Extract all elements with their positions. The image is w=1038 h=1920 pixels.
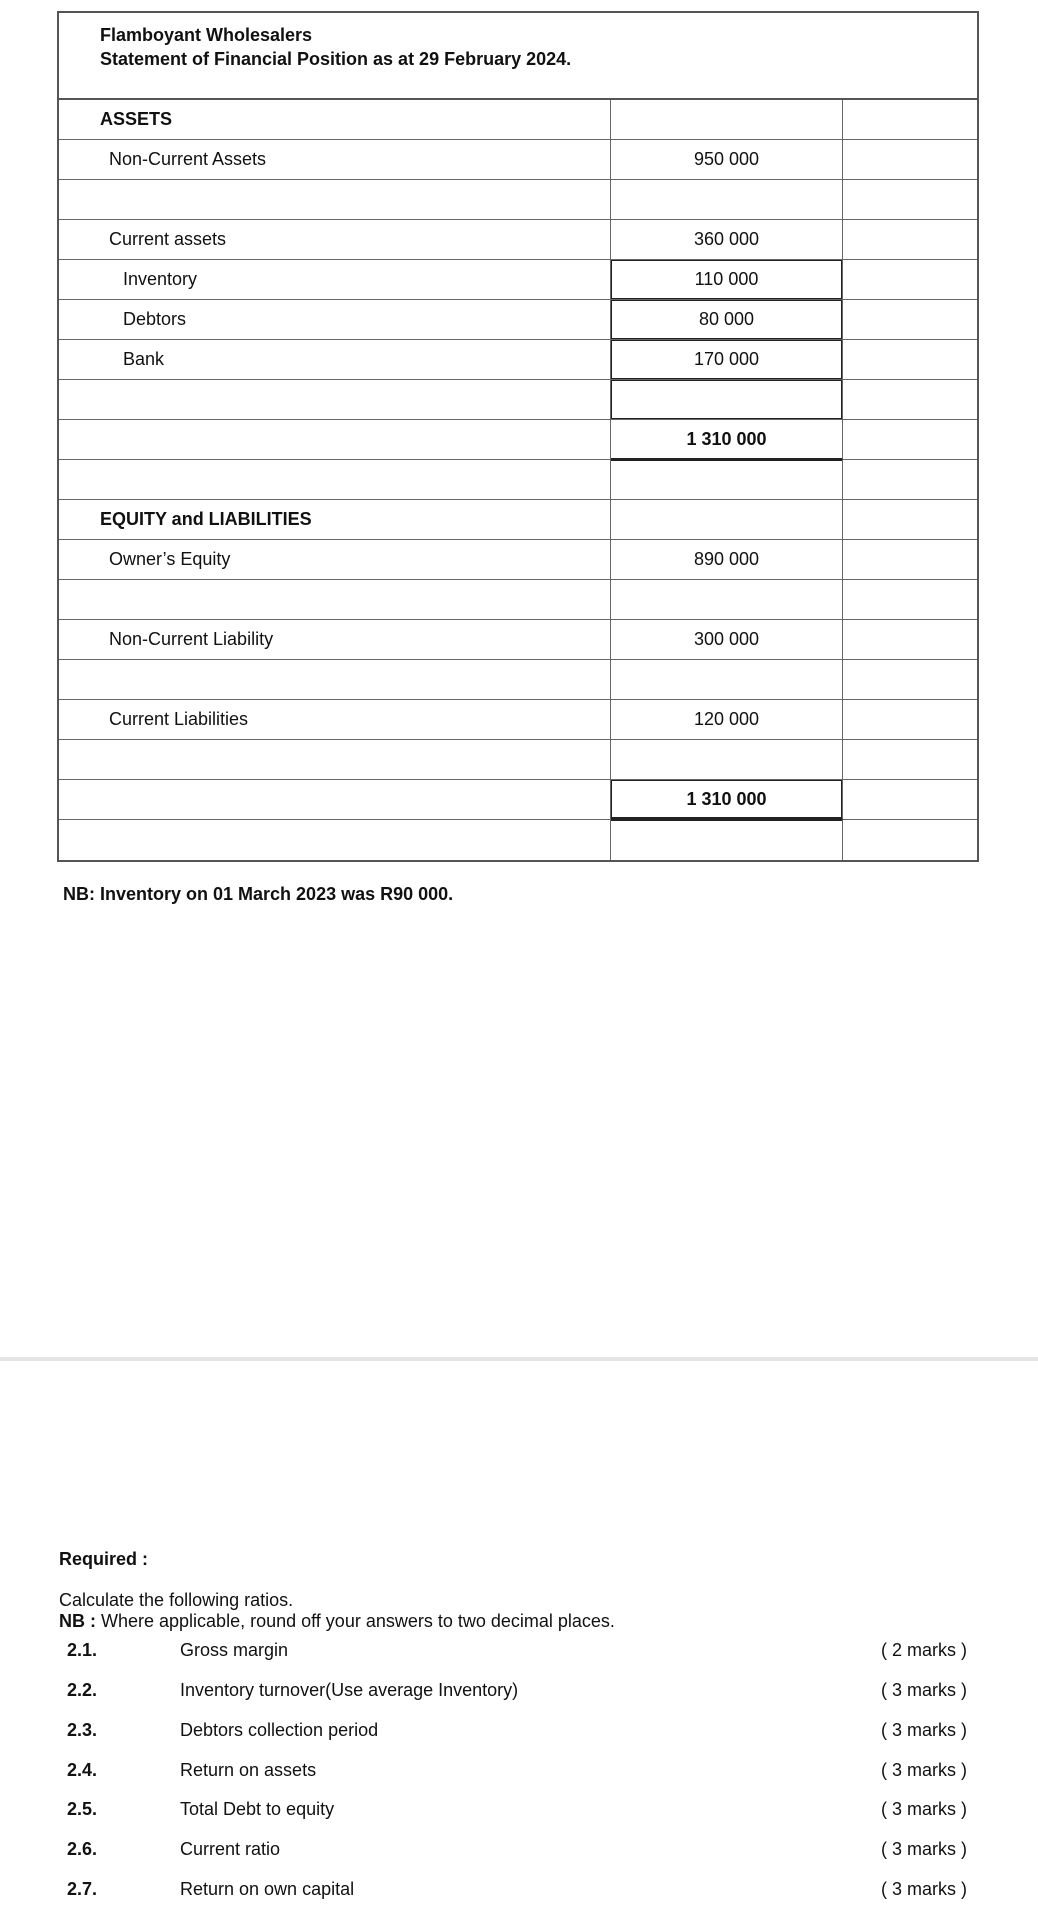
table-row: [59, 460, 977, 500]
row-value: 170 000: [611, 340, 843, 379]
company-name: Flamboyant Wholesalers: [100, 25, 313, 45]
row-label: [59, 820, 611, 860]
item-name: Inventory turnover(Use average Inventory): [180, 1680, 519, 1700]
row-value: [611, 460, 843, 499]
list-item: [0, 1680, 1038, 1708]
item-marks: ( 3 marks ): [880, 1839, 967, 1859]
statement-title: Statement of Financial Position as at 29 February 2024.: [100, 49, 572, 69]
table-row: [59, 620, 977, 660]
table-row: [59, 660, 977, 700]
row-label: [59, 660, 611, 699]
row-value: 950 000: [611, 140, 843, 179]
row-label: Bank: [59, 340, 611, 379]
table-row: [59, 740, 977, 780]
row-label: Current assets: [59, 220, 611, 259]
item-name: Debtors collection period: [180, 1720, 379, 1740]
total-equity-liabilities-value: 1 310 000: [611, 780, 843, 821]
list-item: [0, 1760, 1038, 1788]
item-number: 2.2.: [67, 1680, 98, 1700]
row-value: 110 000: [611, 260, 843, 299]
nb-text: Where applicable, round off your answers to two decimal places.: [96, 1611, 615, 1631]
table-row: [59, 820, 977, 860]
item-marks: ( 3 marks ): [880, 1720, 967, 1740]
nb-label: NB :: [59, 1611, 96, 1631]
row-value: [611, 500, 843, 539]
item-number: 2.1.: [67, 1640, 98, 1660]
list-item: [0, 1839, 1038, 1867]
item-number: 2.7.: [67, 1879, 98, 1899]
table-row: [59, 420, 977, 460]
row-value: [611, 380, 843, 419]
row-value: 120 000: [611, 700, 843, 739]
row-value: [611, 180, 843, 219]
table-row: [59, 340, 977, 380]
table-row: [59, 700, 977, 740]
row-label: Inventory: [59, 260, 611, 299]
table-row: [59, 580, 977, 620]
item-name: Gross margin: [180, 1640, 289, 1660]
item-marks: ( 3 marks ): [880, 1799, 967, 1819]
item-marks: ( 3 marks ): [880, 1680, 967, 1700]
list-item: [0, 1879, 1038, 1907]
row-value: [611, 740, 843, 779]
required-heading: Required :: [59, 1549, 149, 1569]
row-label: Non-Current Liability: [59, 620, 611, 659]
table-row: [59, 380, 977, 420]
item-number: 2.6.: [67, 1839, 98, 1859]
row-label: Debtors: [59, 300, 611, 339]
row-label: [59, 420, 611, 459]
item-number: 2.5.: [67, 1799, 98, 1819]
item-marks: ( 3 marks ): [880, 1760, 967, 1780]
table-row: [59, 100, 977, 140]
item-number: 2.3.: [67, 1720, 98, 1740]
row-label: [59, 580, 611, 619]
table-row: [59, 220, 977, 260]
row-label: [59, 780, 611, 819]
item-name: Current ratio: [180, 1839, 281, 1859]
list-item: [0, 1720, 1038, 1748]
table-row: [59, 300, 977, 340]
row-label: [59, 740, 611, 779]
page-divider: [0, 1357, 1038, 1361]
row-label: [59, 380, 611, 419]
table-row: [59, 180, 977, 220]
item-number: 2.4.: [67, 1760, 98, 1780]
item-name: Return on own capital: [180, 1879, 355, 1899]
row-label: Current Liabilities: [59, 700, 611, 739]
row-label: EQUITY and LIABILITIES: [59, 500, 611, 539]
row-label: Non-Current Assets: [59, 140, 611, 179]
list-item: [0, 1799, 1038, 1827]
table-row: [59, 780, 977, 820]
required-intro: Calculate the following ratios.: [59, 1590, 294, 1610]
table-row: [59, 260, 977, 300]
row-value: 300 000: [611, 620, 843, 659]
row-label: ASSETS: [59, 100, 611, 139]
list-item: [0, 1640, 1038, 1668]
row-label: [59, 460, 611, 499]
row-value: [611, 820, 843, 860]
inventory-note: NB: Inventory on 01 March 2023 was R90 000.: [63, 884, 454, 904]
statement-header: [59, 13, 977, 100]
item-name: Total Debt to equity: [180, 1799, 335, 1819]
row-label: [59, 180, 611, 219]
row-value: 890 000: [611, 540, 843, 579]
table-row: [59, 540, 977, 580]
item-name: Return on assets: [180, 1760, 317, 1780]
rounding-note: [59, 1611, 615, 1632]
item-marks: ( 3 marks ): [880, 1879, 967, 1899]
row-value: [611, 100, 843, 139]
row-value: [611, 660, 843, 699]
item-marks: ( 2 marks ): [880, 1640, 967, 1660]
total-assets-value: 1 310 000: [611, 420, 843, 461]
row-label: Owner’s Equity: [59, 540, 611, 579]
row-value: [611, 580, 843, 619]
row-value: 80 000: [611, 300, 843, 339]
table-row: [59, 500, 977, 540]
row-value: 360 000: [611, 220, 843, 259]
financial-statement-table: [57, 11, 979, 862]
table-row: [59, 140, 977, 180]
